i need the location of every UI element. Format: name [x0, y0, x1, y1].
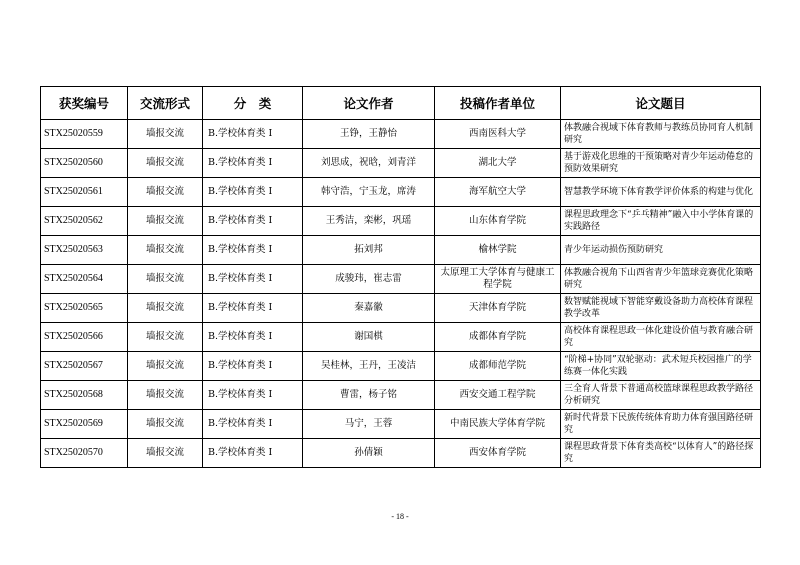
- table-row: [41, 294, 761, 323]
- author-unit-cell: 榆林学院: [435, 236, 561, 265]
- category-cell: B.学校体育类 I: [203, 410, 303, 439]
- exchange-format-cell: 墙报交流: [128, 120, 203, 149]
- paper-title-cell: 青少年运动损伤预防研究: [561, 236, 761, 265]
- table-row: [41, 352, 761, 381]
- awards-table: [40, 86, 761, 468]
- table-row: [41, 120, 761, 149]
- category-cell: B.学校体育类 I: [203, 207, 303, 236]
- exchange-format-cell: 墙报交流: [128, 294, 203, 323]
- category-cell: B.学校体育类 I: [203, 439, 303, 468]
- authors-cell: 曹雷，杨子铭: [303, 381, 435, 410]
- exchange-format-cell: 墙报交流: [128, 439, 203, 468]
- table-row: [41, 178, 761, 207]
- header-exchange-format: 交流形式: [128, 87, 203, 120]
- paper-title-cell: 智慧教学环境下体育教学评价体系的构建与优化: [561, 178, 761, 207]
- award-id-cell: STX25020564: [41, 265, 128, 294]
- award-id-cell: STX25020568: [41, 381, 128, 410]
- authors-cell: 秦嘉徽: [303, 294, 435, 323]
- paper-title-cell: 课程思政理念下“乒乓精神”融入中小学体育课的实践路径: [561, 207, 761, 236]
- authors-cell: 马宁，王蓉: [303, 410, 435, 439]
- paper-title-cell: 高校体育课程思政一体化建设价值与教育融合研究: [561, 323, 761, 352]
- table-row: [41, 236, 761, 265]
- author-unit-cell: 湖北大学: [435, 149, 561, 178]
- exchange-format-cell: 墙报交流: [128, 323, 203, 352]
- paper-title-cell: 基于游戏化思维的干预策略对青少年运动倦怠的预防效果研究: [561, 149, 761, 178]
- author-unit-cell: 成都体育学院: [435, 323, 561, 352]
- award-id-cell: STX25020569: [41, 410, 128, 439]
- authors-cell: 韩守浩，宁玉龙，席涛: [303, 178, 435, 207]
- award-id-cell: STX25020559: [41, 120, 128, 149]
- table-row: [41, 265, 761, 294]
- header-paper-title: 论文题目: [561, 87, 761, 120]
- paper-title-cell: 数智赋能视域下智能穿戴设备助力高校体育课程教学改革: [561, 294, 761, 323]
- authors-cell: 成骏玮，崔志雷: [303, 265, 435, 294]
- table-row: [41, 410, 761, 439]
- author-unit-cell: 西安体育学院: [435, 439, 561, 468]
- category-cell: B.学校体育类 I: [203, 178, 303, 207]
- category-cell: B.学校体育类 I: [203, 323, 303, 352]
- exchange-format-cell: 墙报交流: [128, 178, 203, 207]
- award-id-cell: STX25020560: [41, 149, 128, 178]
- exchange-format-cell: 墙报交流: [128, 265, 203, 294]
- author-unit-cell: 海军航空大学: [435, 178, 561, 207]
- exchange-format-cell: 墙报交流: [128, 149, 203, 178]
- table-body: [41, 120, 761, 468]
- category-cell: B.学校体育类 I: [203, 236, 303, 265]
- award-id-cell: STX25020563: [41, 236, 128, 265]
- category-cell: B.学校体育类 I: [203, 120, 303, 149]
- authors-cell: 王铮，王静怡: [303, 120, 435, 149]
- authors-cell: 王秀洁，栾彬，巩瑶: [303, 207, 435, 236]
- award-id-cell: STX25020570: [41, 439, 128, 468]
- exchange-format-cell: 墙报交流: [128, 236, 203, 265]
- table-row: [41, 439, 761, 468]
- author-unit-cell: 太原理工大学体育与健康工程学院: [435, 265, 561, 294]
- header-award-id: 获奖编号: [41, 87, 128, 120]
- exchange-format-cell: 墙报交流: [128, 207, 203, 236]
- category-cell: B.学校体育类 I: [203, 265, 303, 294]
- table-row: [41, 149, 761, 178]
- paper-title-cell: 体教融合视角下山西省青少年篮球竞赛优化策略研究: [561, 265, 761, 294]
- header-authors: 论文作者: [303, 87, 435, 120]
- category-cell: B.学校体育类 I: [203, 381, 303, 410]
- paper-title-cell: “阶梯+协同”双轮驱动：武术短兵校园推广的学练赛一体化实践: [561, 352, 761, 381]
- award-id-cell: STX25020566: [41, 323, 128, 352]
- author-unit-cell: 西南医科大学: [435, 120, 561, 149]
- authors-cell: 拓刘邦: [303, 236, 435, 265]
- author-unit-cell: 西安交通工程学院: [435, 381, 561, 410]
- authors-cell: 孙倩颖: [303, 439, 435, 468]
- exchange-format-cell: 墙报交流: [128, 352, 203, 381]
- award-id-cell: STX25020565: [41, 294, 128, 323]
- header-author-unit: 投稿作者单位: [435, 87, 561, 120]
- table-row: [41, 381, 761, 410]
- paper-title-cell: 新时代背景下民族传统体育助力体育强国路径研究: [561, 410, 761, 439]
- paper-title-cell: 课程思政背景下体育类高校“以体育人”的路径探究: [561, 439, 761, 468]
- paper-title-cell: 三全育人背景下普通高校篮球课程思政教学路径分析研究: [561, 381, 761, 410]
- author-unit-cell: 天津体育学院: [435, 294, 561, 323]
- page-number: - 18 -: [391, 512, 409, 521]
- table-row: [41, 207, 761, 236]
- authors-cell: 吴桂林，王丹，王凌洁: [303, 352, 435, 381]
- authors-cell: 刘思成，祝晗，刘青洋: [303, 149, 435, 178]
- award-id-cell: STX25020561: [41, 178, 128, 207]
- table-header: [41, 87, 761, 120]
- paper-title-cell: 体教融合视域下体育教师与教练员协同育人机制研究: [561, 120, 761, 149]
- award-id-cell: STX25020567: [41, 352, 128, 381]
- header-row: [41, 87, 761, 120]
- category-cell: B.学校体育类 I: [203, 294, 303, 323]
- exchange-format-cell: 墙报交流: [128, 381, 203, 410]
- category-cell: B.学校体育类 I: [203, 352, 303, 381]
- authors-cell: 谢国棋: [303, 323, 435, 352]
- category-cell: B.学校体育类 I: [203, 149, 303, 178]
- author-unit-cell: 山东体育学院: [435, 207, 561, 236]
- author-unit-cell: 成都师范学院: [435, 352, 561, 381]
- table-row: [41, 323, 761, 352]
- author-unit-cell: 中南民族大学体育学院: [435, 410, 561, 439]
- header-category: 分 类: [203, 87, 303, 120]
- exchange-format-cell: 墙报交流: [128, 410, 203, 439]
- award-id-cell: STX25020562: [41, 207, 128, 236]
